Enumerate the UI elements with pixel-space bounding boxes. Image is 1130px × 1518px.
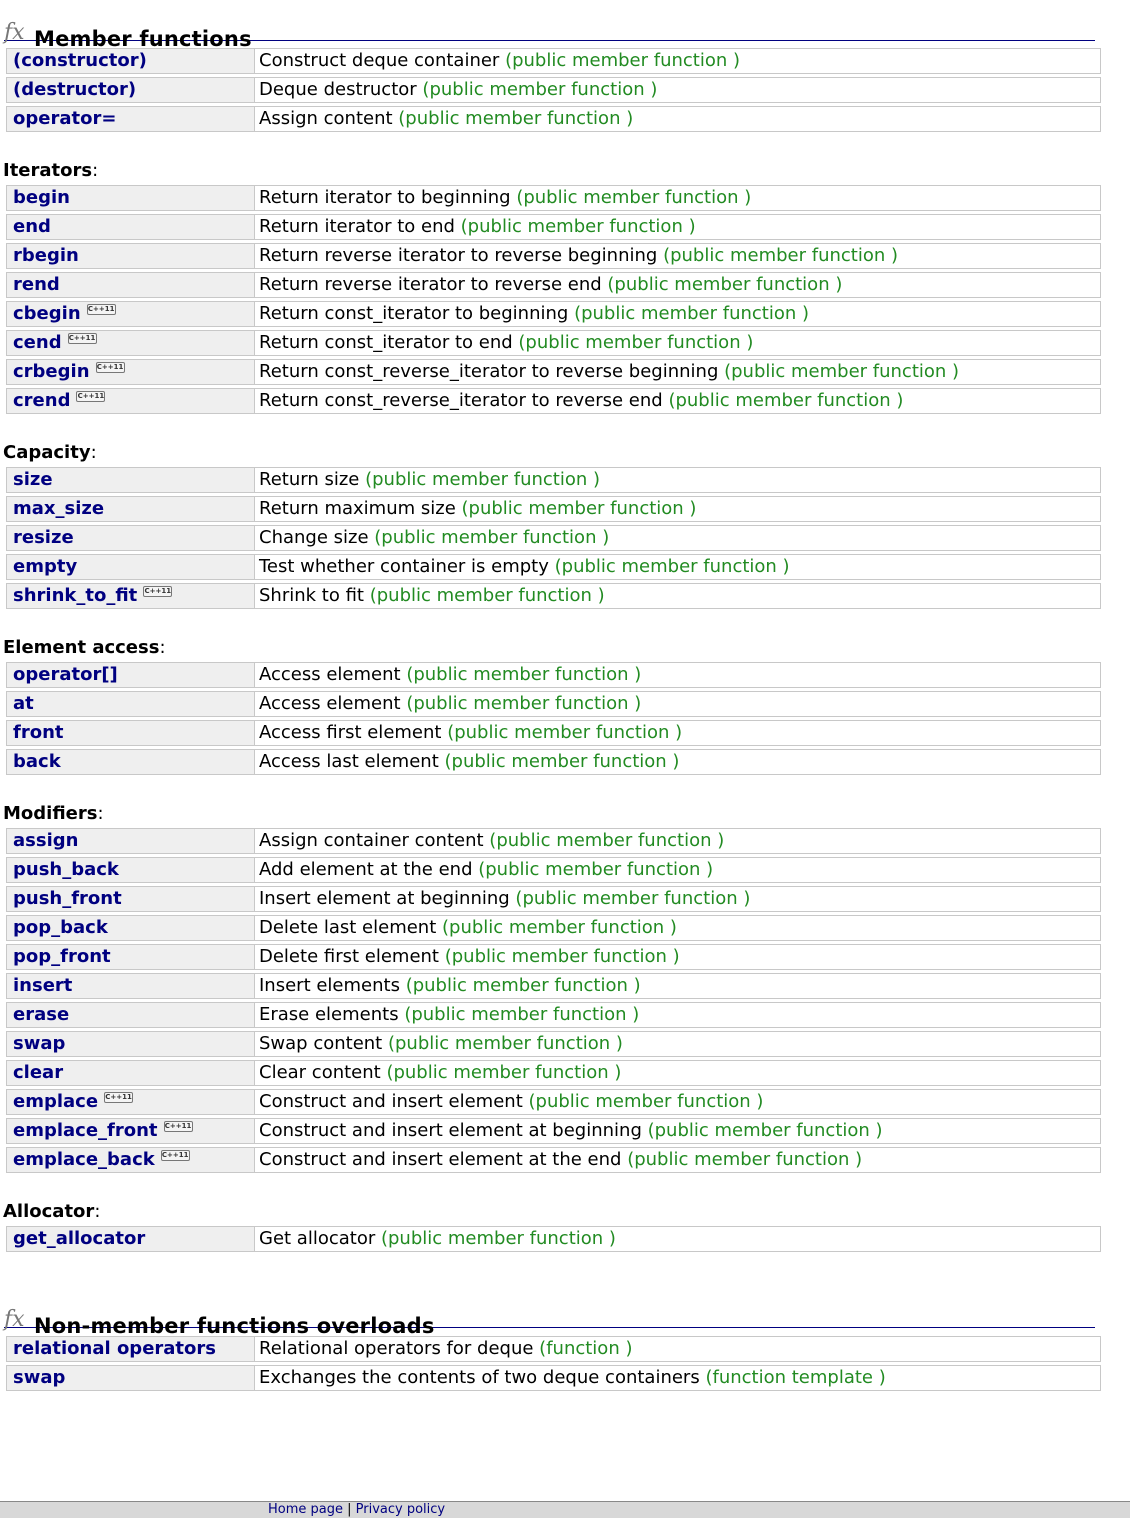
function-kind: (public member function ): [387, 1033, 623, 1054]
table-row: [6, 243, 1101, 269]
function-description-cell: [255, 359, 1101, 385]
function-description: Deque destructor: [259, 79, 417, 100]
function-link[interactable]: clear: [13, 1062, 64, 1083]
function-description-cell: [255, 1336, 1101, 1362]
function-description: Return iterator to beginning: [259, 187, 511, 208]
function-kind: (function ): [539, 1338, 633, 1359]
privacy-policy-link[interactable]: Privacy policy: [355, 1502, 446, 1517]
function-kind: (public member function ): [369, 585, 605, 606]
function-description: Return const_iterator to beginning: [259, 303, 569, 324]
function-description: Shrink to fit: [259, 585, 364, 606]
table-row: [6, 496, 1101, 522]
function-description: Exchanges the contents of two deque containers: [259, 1367, 700, 1388]
function-kind: (public member function ): [405, 975, 641, 996]
function-kind: (public member function ): [515, 888, 751, 909]
function-description-cell: [255, 720, 1101, 746]
function-link[interactable]: get_allocator: [13, 1228, 146, 1249]
table-row: [6, 915, 1101, 941]
function-kind: (public member function ): [647, 1120, 883, 1141]
function-kind: (public member function ): [478, 859, 714, 880]
function-link[interactable]: pop_front: [13, 946, 111, 967]
function-kind: (public member function ): [574, 303, 810, 324]
function-link[interactable]: empty: [13, 556, 78, 577]
function-description: Return iterator to end: [259, 216, 455, 237]
function-description-cell: [255, 525, 1101, 551]
function-kind: (public member function ): [380, 1228, 616, 1249]
function-name-cell: [6, 1089, 255, 1115]
function-name-cell: [6, 1336, 255, 1362]
function-link[interactable]: emplace_front: [13, 1120, 158, 1141]
function-link[interactable]: rend: [13, 274, 60, 295]
function-description-cell: [255, 944, 1101, 970]
function-kind: (public member function ): [365, 469, 601, 490]
group-label-colon: :: [159, 637, 166, 658]
table-row: [6, 554, 1101, 580]
table-row: [6, 1002, 1101, 1028]
table-row: [6, 828, 1101, 854]
function-description-cell: [255, 1147, 1101, 1173]
group-label-text: Capacity: [3, 442, 91, 463]
function-description: Erase elements: [259, 1004, 399, 1025]
function-description: Insert elements: [259, 975, 400, 996]
function-description-cell: [255, 691, 1101, 717]
table-row: [6, 662, 1101, 688]
function-description-cell: [255, 496, 1101, 522]
function-link[interactable]: size: [13, 469, 53, 490]
table-row: [6, 691, 1101, 717]
table-row: [6, 1031, 1101, 1057]
function-kind: (public member function ): [422, 79, 658, 100]
table-row: [6, 359, 1101, 385]
cpp11-badge-icon: C++11: [144, 586, 172, 595]
function-name-cell: [6, 272, 255, 298]
function-description: Return const_reverse_iterator to reverse end: [259, 390, 663, 411]
table-row: [6, 77, 1101, 103]
function-kind: (public member function ): [554, 556, 790, 577]
function-name-cell: [6, 185, 255, 211]
function-link[interactable]: operator=: [13, 108, 117, 129]
table-row: [6, 185, 1101, 211]
group-gap: [0, 778, 1130, 803]
function-description: Return const_reverse_iterator to reverse beginning: [259, 361, 719, 382]
function-kind: (public member function ): [518, 332, 754, 353]
table-row: [6, 1147, 1101, 1173]
function-name-cell: [6, 973, 255, 999]
function-description-cell: [255, 1002, 1101, 1028]
section-title: Non-member functions overloads: [34, 1314, 435, 1338]
function-link[interactable]: back: [13, 751, 61, 772]
function-description-cell: [255, 915, 1101, 941]
function-description: Return reverse iterator to reverse end: [259, 274, 602, 295]
function-kind: (public member function ): [668, 390, 904, 411]
footer: [0, 1501, 1130, 1518]
function-table: [6, 659, 1101, 778]
function-name-cell: [6, 720, 255, 746]
function-link[interactable]: cbegin: [13, 303, 81, 324]
function-kind: (public member function ): [505, 50, 741, 71]
function-kind: (public member function ): [398, 108, 634, 129]
function-link[interactable]: at: [13, 693, 34, 714]
function-link[interactable]: front: [13, 722, 64, 743]
function-description: Access element: [259, 664, 401, 685]
function-name-cell: [6, 1147, 255, 1173]
function-description-cell: [255, 583, 1101, 609]
function-name-cell: [6, 944, 255, 970]
function-kind: (public member function ): [627, 1149, 863, 1170]
function-kind: (public member function ): [444, 946, 680, 967]
table-row: [6, 214, 1101, 240]
group-label-colon: :: [94, 1201, 101, 1222]
function-description-cell: [255, 973, 1101, 999]
function-name-cell: [6, 359, 255, 385]
function-name-cell: [6, 1365, 255, 1391]
table-row: [6, 1365, 1101, 1391]
function-kind: (public member function ): [461, 498, 697, 519]
function-link[interactable]: push_back: [13, 859, 119, 880]
function-kind: (public member function ): [386, 1062, 622, 1083]
nonmember-table: [6, 1333, 1101, 1394]
group-label-text: Iterators: [3, 160, 93, 181]
group-label-text: Element access: [3, 637, 160, 658]
table-row: [6, 886, 1101, 912]
cpp11-badge-icon: C++11: [161, 1150, 189, 1159]
function-description: Swap content: [259, 1033, 383, 1054]
group-label-text: Modifiers: [3, 803, 98, 824]
function-description: Add element at the end: [259, 859, 473, 880]
group-label-colon: :: [97, 803, 104, 824]
table-row: [6, 1336, 1101, 1362]
cpp11-badge-icon: C++11: [105, 1092, 132, 1101]
function-name-cell: [6, 301, 255, 327]
table-row: [6, 944, 1101, 970]
function-description: Return const_iterator to end: [259, 332, 513, 353]
cpp11-badge-icon: C++11: [87, 304, 115, 313]
function-kind: (public member function ): [406, 664, 642, 685]
function-table: [6, 464, 1101, 612]
function-link[interactable]: max_size: [13, 498, 105, 519]
function-link[interactable]: rbegin: [13, 245, 79, 266]
function-table: [6, 45, 1101, 135]
function-name-cell: [6, 828, 255, 854]
function-name-cell: [6, 106, 255, 132]
function-link[interactable]: push_front: [13, 888, 122, 909]
function-description-cell: [255, 662, 1101, 688]
function-description-cell: [255, 243, 1101, 269]
function-description: Get allocator: [259, 1228, 376, 1249]
table-row: [6, 525, 1101, 551]
function-table: [6, 182, 1101, 417]
function-description-cell: [255, 272, 1101, 298]
function-name-cell: [6, 525, 255, 551]
function-description: Clear content: [259, 1062, 381, 1083]
function-name-cell: [6, 467, 255, 493]
cpp11-badge-icon: C++11: [164, 1121, 192, 1130]
function-kind: (public member function ): [406, 693, 642, 714]
function-description-cell: [255, 77, 1101, 103]
table-row: [6, 583, 1101, 609]
function-link[interactable]: swap: [13, 1033, 66, 1054]
function-description-cell: [255, 301, 1101, 327]
function-description: Access last element: [259, 751, 439, 772]
group-label: [3, 637, 1130, 659]
table-row: [6, 301, 1101, 327]
function-name-cell: [6, 77, 255, 103]
group-gap: [0, 1176, 1130, 1201]
footer-links: [268, 1503, 445, 1517]
function-description: Return size: [259, 469, 360, 490]
function-link[interactable]: begin: [13, 187, 70, 208]
function-description-cell: [255, 1060, 1101, 1086]
function-description: Return reverse iterator to reverse beginning: [259, 245, 658, 266]
function-description: Construct deque container: [259, 50, 500, 71]
function-link[interactable]: operator[]: [13, 664, 118, 685]
function-name-cell: [6, 662, 255, 688]
function-description: Access element: [259, 693, 401, 714]
function-description-cell: [255, 554, 1101, 580]
function-kind: (function template ): [705, 1367, 886, 1388]
function-name-cell: [6, 214, 255, 240]
cpp11-badge-icon: C++11: [77, 391, 105, 400]
member-groups: [0, 41, 1130, 1255]
function-link[interactable]: erase: [13, 1004, 70, 1025]
function-description-cell: [255, 467, 1101, 493]
function-kind: (public member function ): [404, 1004, 640, 1025]
function-link[interactable]: assign: [13, 830, 79, 851]
function-name-cell: [6, 243, 255, 269]
group-label-colon: :: [92, 160, 99, 181]
function-description: Relational operators for deque: [259, 1338, 534, 1359]
footer-separator: |: [343, 1502, 356, 1517]
function-description: Delete last element: [259, 917, 437, 938]
function-link[interactable]: (constructor): [13, 50, 147, 71]
table-row: [6, 1089, 1101, 1115]
function-description-cell: [255, 857, 1101, 883]
function-kind: (public member function ): [444, 751, 680, 772]
function-description-cell: [255, 1089, 1101, 1115]
table-row: [6, 857, 1101, 883]
table-row: [6, 330, 1101, 356]
fx-icon: fx: [4, 1307, 25, 1332]
function-link[interactable]: (destructor): [13, 79, 137, 100]
function-name-cell: [6, 330, 255, 356]
function-description: Return maximum size: [259, 498, 456, 519]
function-name-cell: [6, 1060, 255, 1086]
function-table: [6, 825, 1101, 1176]
function-kind: (public member function ): [663, 245, 899, 266]
function-description-cell: [255, 1118, 1101, 1144]
table-row: [6, 388, 1101, 414]
function-description-cell: [255, 1031, 1101, 1057]
function-description-cell: [255, 749, 1101, 775]
function-description-cell: [255, 185, 1101, 211]
section-title: Member functions: [34, 27, 252, 51]
group-gap: [0, 612, 1130, 637]
table-row: [6, 272, 1101, 298]
cpp11-badge-icon: C++11: [68, 333, 96, 342]
function-description: Construct and insert element at the end: [259, 1149, 622, 1170]
function-name-cell: [6, 388, 255, 414]
nonmember-functions-header: [4, 1299, 1095, 1338]
function-kind: (public member function ): [489, 830, 725, 851]
function-description-cell: [255, 330, 1101, 356]
function-description-cell: [255, 1226, 1101, 1252]
function-description-cell: [255, 48, 1101, 74]
function-link[interactable]: crend: [13, 390, 71, 411]
function-description-cell: [255, 886, 1101, 912]
table-row: [6, 467, 1101, 493]
function-name-cell: [6, 691, 255, 717]
table-row: [6, 1118, 1101, 1144]
function-kind: (public member function ): [607, 274, 843, 295]
function-name-cell: [6, 554, 255, 580]
function-link[interactable]: shrink_to_fit: [13, 585, 138, 606]
member-functions-header: [4, 12, 1095, 51]
function-name-cell: [6, 857, 255, 883]
function-description-cell: [255, 106, 1101, 132]
table-row: [6, 973, 1101, 999]
table-row: [6, 1060, 1101, 1086]
function-link[interactable]: swap: [13, 1367, 66, 1388]
group-label: [3, 803, 1130, 825]
group-label-text: Allocator: [3, 1201, 95, 1222]
group-label: [3, 442, 1130, 464]
cpp11-badge-icon: C++11: [96, 362, 124, 371]
function-link[interactable]: pop_back: [13, 917, 108, 938]
function-link[interactable]: crbegin: [13, 361, 90, 382]
function-name-cell: [6, 1118, 255, 1144]
home-page-link[interactable]: Home page: [268, 1502, 343, 1517]
function-description: Assign container content: [259, 830, 484, 851]
function-kind: (public member function ): [460, 216, 696, 237]
function-link[interactable]: cend: [13, 332, 62, 353]
function-link[interactable]: emplace: [13, 1091, 99, 1112]
table-row: [6, 106, 1101, 132]
table-row: [6, 1226, 1101, 1252]
function-kind: (public member function ): [724, 361, 960, 382]
function-description: Insert element at beginning: [259, 888, 510, 909]
function-kind: (public member function ): [516, 187, 752, 208]
function-name-cell: [6, 1226, 255, 1252]
function-link[interactable]: insert: [13, 975, 73, 996]
function-name-cell: [6, 915, 255, 941]
group-label: [3, 160, 1130, 182]
function-table: [6, 1223, 1101, 1255]
function-name-cell: [6, 1002, 255, 1028]
function-name-cell: [6, 496, 255, 522]
function-kind: (public member function ): [528, 1091, 764, 1112]
function-kind: (public member function ): [447, 722, 683, 743]
function-link[interactable]: resize: [13, 527, 74, 548]
group-gap: [0, 417, 1130, 442]
function-description-cell: [255, 828, 1101, 854]
function-description: Construct and insert element at beginning: [259, 1120, 642, 1141]
function-description: Assign content: [259, 108, 393, 129]
function-kind: (public member function ): [442, 917, 677, 938]
function-name-cell: [6, 749, 255, 775]
function-link[interactable]: emplace_back: [13, 1149, 155, 1170]
function-name-cell: [6, 1031, 255, 1057]
function-name-cell: [6, 583, 255, 609]
function-description: Access first element: [259, 722, 442, 743]
function-description-cell: [255, 214, 1101, 240]
function-kind: (public member function ): [374, 527, 610, 548]
function-description: Change size: [259, 527, 369, 548]
function-link[interactable]: relational operators: [13, 1338, 216, 1359]
group-label-colon: :: [90, 442, 97, 463]
fx-icon: fx: [4, 20, 25, 45]
function-description: Construct and insert element: [259, 1091, 523, 1112]
function-description: Delete first element: [259, 946, 439, 967]
table-row: [6, 749, 1101, 775]
table-row: [6, 720, 1101, 746]
function-description-cell: [255, 1365, 1101, 1391]
function-name-cell: [6, 886, 255, 912]
function-link[interactable]: end: [13, 216, 51, 237]
function-description: Test whether container is empty: [259, 556, 549, 577]
group-label: [3, 1201, 1130, 1223]
function-description-cell: [255, 388, 1101, 414]
group-gap: [0, 135, 1130, 160]
